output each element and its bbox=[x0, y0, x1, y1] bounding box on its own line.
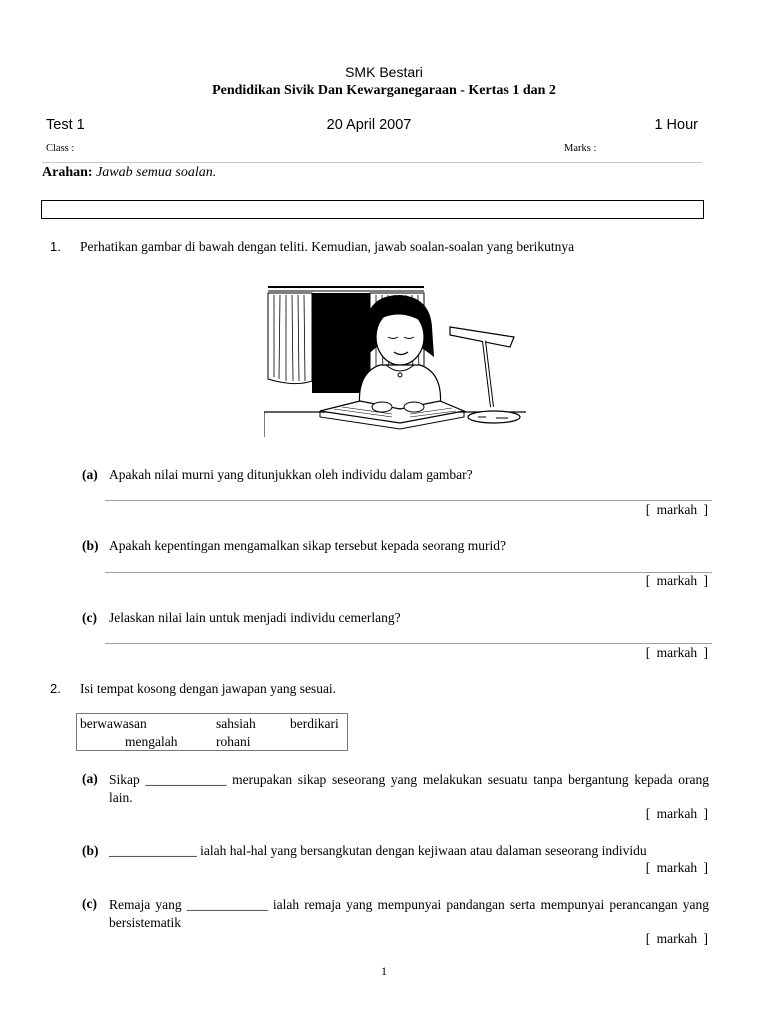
q2b-text: _____________ ialah hal-hal yang bersangkutan dengan kejiwaan atau dalaman seseorang individu bbox=[109, 843, 647, 858]
word-bank-item: mengalah bbox=[125, 734, 178, 749]
word-bank-item: rohani bbox=[216, 734, 251, 749]
instruction-label: Arahan: bbox=[42, 165, 93, 180]
q1c-text: Jelaskan nilai lain untuk menjadi individu cemerlang? bbox=[109, 610, 401, 625]
q2b-marks: [ markah ] bbox=[645, 860, 708, 875]
word-bank-item: berwawasan bbox=[80, 716, 147, 731]
q1b-text: Apakah kepentingan mengamalkan sikap tersebut kepada seorang murid? bbox=[109, 538, 506, 553]
q2c-letter: (c) bbox=[82, 896, 97, 911]
page-number: 1 bbox=[381, 964, 387, 978]
question-2-text: Isi tempat kosong dengan jawapan yang sesuai. bbox=[80, 681, 337, 696]
q1c-letter: (c) bbox=[82, 610, 97, 625]
q1a-letter: (a) bbox=[82, 467, 98, 482]
q1a-text: Apakah nilai murni yang ditunjukkan oleh individu dalam gambar? bbox=[109, 467, 473, 482]
q1c-answer-line[interactable] bbox=[105, 643, 712, 644]
q2a-text: Sikap ____________ merupakan sikap seseorang yang melakukan sesuatu tanpa bergantung kepada orang lain. bbox=[109, 772, 709, 805]
marks-label: Marks : bbox=[564, 143, 597, 154]
q1a-marks: [ markah ] bbox=[645, 502, 708, 517]
question-1-number: 1. bbox=[50, 239, 61, 254]
word-bank-box bbox=[76, 713, 348, 751]
q2c-marks: [ markah ] bbox=[645, 931, 708, 946]
instruction bbox=[42, 165, 216, 181]
q2c-text: Remaja yang ____________ ialah remaja yang mempunyai pandangan serta mempunyai perancangan yang bersistematik bbox=[109, 897, 709, 930]
q2a-marks: [ markah ] bbox=[645, 806, 708, 821]
exam-date: 20 April 2007 bbox=[326, 117, 412, 133]
question-1-text: Perhatikan gambar di bawah dengan teliti. Kemudian, jawab soalan-soalan yang berikutnya bbox=[80, 239, 575, 254]
subject-title: Pendidikan Sivik Dan Kewarganegaraan - Kertas 1 dan 2 bbox=[212, 83, 556, 98]
word-bank-item: berdikari bbox=[290, 716, 339, 731]
q1b-answer-line[interactable] bbox=[105, 572, 712, 573]
class-label: Class : bbox=[46, 143, 75, 154]
test-label: Test 1 bbox=[46, 117, 85, 133]
header-divider bbox=[42, 162, 702, 163]
school-name: SMK Bestari bbox=[345, 64, 423, 80]
q1b-marks: [ markah ] bbox=[645, 573, 708, 588]
question-2-number: 2. bbox=[50, 681, 61, 696]
q1c-marks: [ markah ] bbox=[645, 645, 708, 660]
word-bank-item: sahsiah bbox=[216, 716, 256, 731]
exam-duration: 1 Hour bbox=[654, 117, 698, 133]
q1b-letter: (b) bbox=[82, 538, 99, 553]
q2b-letter: (b) bbox=[82, 843, 99, 858]
q1a-answer-line[interactable] bbox=[105, 500, 712, 501]
blank-box bbox=[41, 200, 704, 219]
q2a-letter: (a) bbox=[82, 771, 98, 786]
instruction-text: Jawab semua soalan. bbox=[96, 165, 217, 180]
girl-reading-illustration bbox=[264, 277, 526, 443]
